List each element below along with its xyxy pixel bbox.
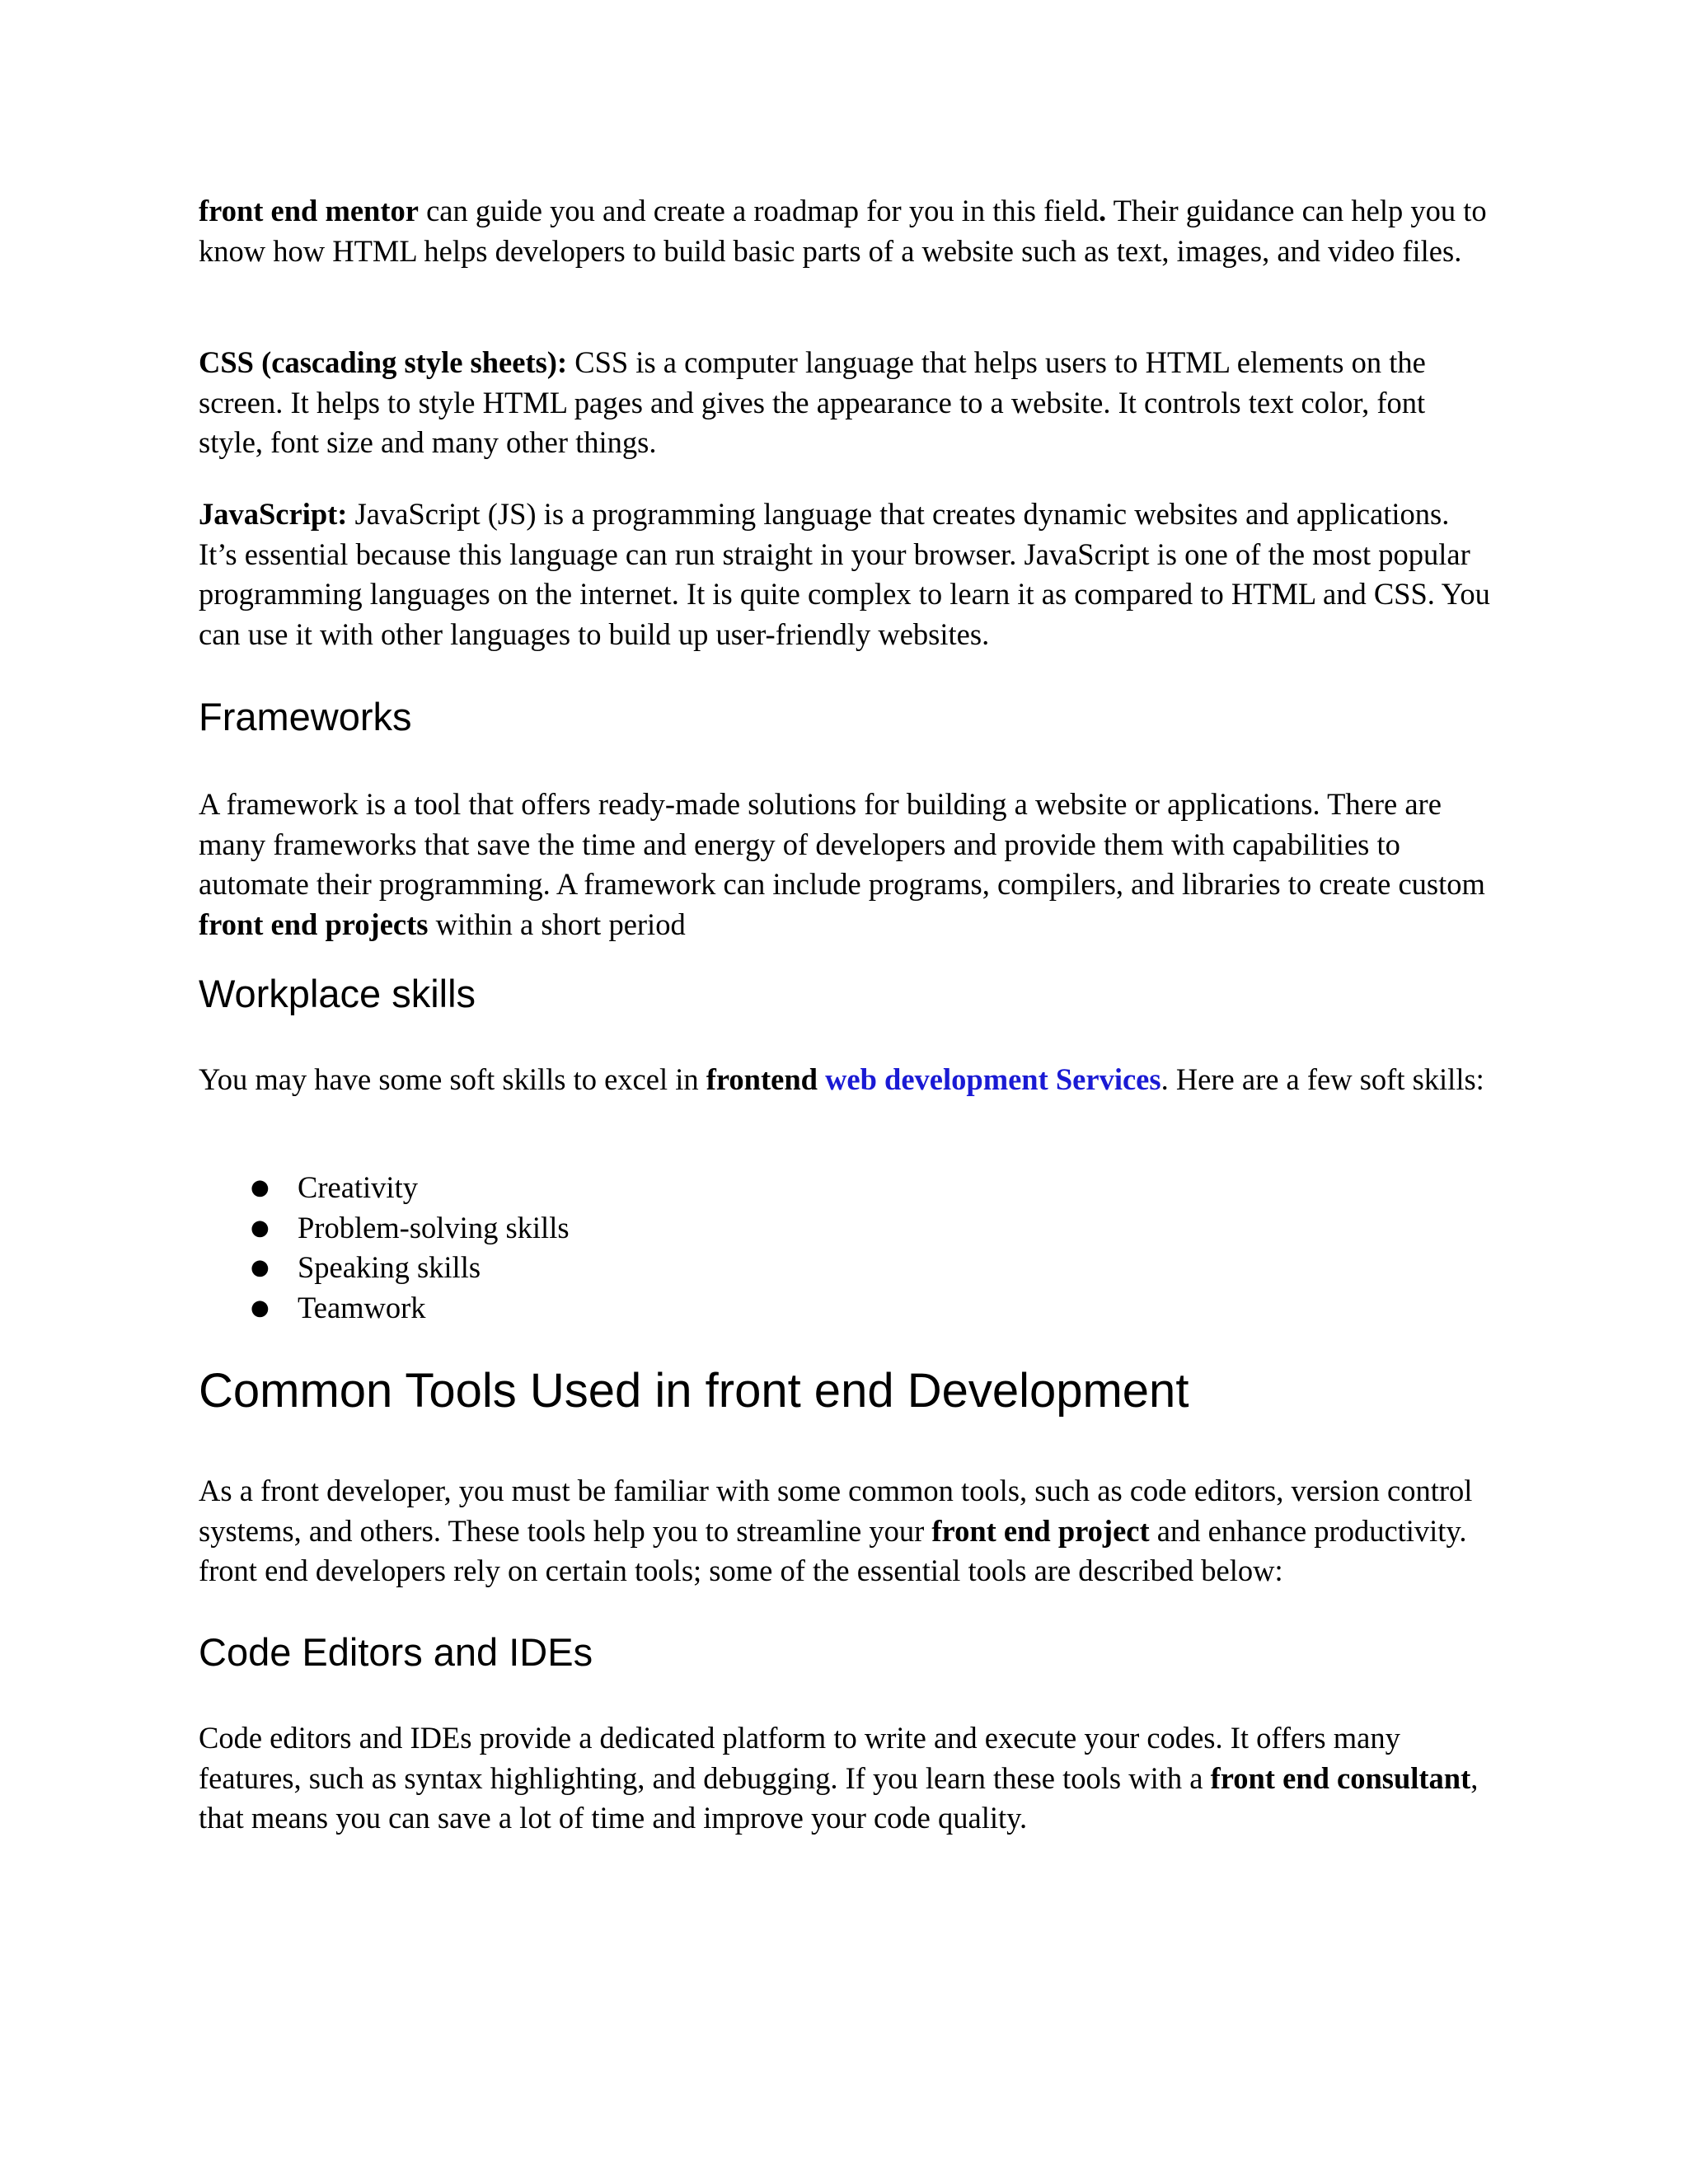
bold-front-end-projects: front end projects (199, 907, 429, 941)
list-item-text: Teamwork (298, 1290, 426, 1324)
heading-workplace-skills: Workplace skills (199, 972, 476, 1015)
soft-skills-list (199, 1168, 1493, 1328)
paragraph-text: and enhance productivity. front end developers rely on certain tools; some of the essential tools are described below: (199, 1513, 1467, 1587)
paragraph-mentor (199, 191, 1493, 271)
link-web-development-services[interactable]: web development Services (825, 1062, 1161, 1096)
term-css: CSS (cascading style sheets): (199, 345, 568, 379)
paragraph-code-editors (199, 1718, 1493, 1839)
paragraph-text: JavaScript (JS) is a programming language that creates dynamic websites and applications. It’s essential because this language can run straight in your browser. JavaScript is one of the most popular programming languages on the internet. It is quite complex to learn it as compared to HTML and CSS. You can use it with other languages to build up user-friendly websites. (199, 497, 1490, 651)
paragraph-tools (199, 1471, 1493, 1591)
paragraph-text: A framework is a tool that offers ready-made solutions for building a website or applications. There are many frameworks that save the time and energy of developers and provide them with capabilities to automate their programming. A framework can include programs, compilers, and libraries to create custom (199, 787, 1485, 901)
bullet-icon: ● (251, 1255, 270, 1280)
list-item (199, 1208, 1493, 1249)
bold-period: . (1098, 194, 1107, 227)
list-item-text: Problem-solving skills (298, 1210, 570, 1244)
list-item (199, 1168, 1493, 1208)
paragraph-text: Their guidance can help you to know how HTML helps developers to build basic parts of a website such as text, images, and video files. (199, 194, 1487, 268)
paragraph-text: within a short period (428, 907, 686, 941)
bold-front-end-consultant: front end consultant (1210, 1760, 1471, 1795)
bullet-icon: ● (251, 1175, 270, 1200)
list-item (199, 1248, 1493, 1288)
heading-code-editors: Code Editors and IDEs (199, 1630, 593, 1674)
paragraph-javascript (199, 494, 1493, 654)
list-item (199, 1288, 1493, 1329)
bold-front-end-mentor: front end mentor (199, 194, 419, 227)
list-item-text: Speaking skills (298, 1250, 481, 1284)
paragraph-text: , that means you can save a lot of time and improve your code quality. (199, 1760, 1479, 1835)
paragraph-text: You may have some soft skills to excel in (199, 1062, 706, 1096)
bullet-icon: ● (251, 1295, 270, 1320)
bullet-icon: ● (251, 1215, 270, 1240)
paragraph-text: As a front developer, you must be familiar with some common tools, such as code editors, version control systems, and others. These tools help you to streamline your (199, 1474, 1473, 1548)
heading-common-tools: Common Tools Used in front end Development (199, 1364, 1189, 1418)
paragraph-css (199, 343, 1493, 463)
paragraph-text: can guide you and create a roadmap for you in this field (418, 194, 1099, 227)
paragraph-text: CSS is a computer language that helps users to HTML elements on the screen. It helps to style HTML pages and gives the appearance to a website. It controls text color, font style, font size and many other things. (199, 345, 1426, 459)
list-item-text: Creativity (298, 1170, 418, 1204)
space (818, 1062, 825, 1096)
paragraph-text: Code editors and IDEs provide a dedicated platform to write and execute your codes. It offers many features, such as syntax highlighting, and debugging. If you learn these tools with a (199, 1721, 1400, 1795)
term-javascript: JavaScript: (199, 497, 348, 531)
paragraph-frameworks (199, 785, 1493, 944)
paragraph-text: . Here are a few soft skills: (1160, 1062, 1484, 1096)
paragraph-workplace (199, 1060, 1493, 1100)
heading-frameworks: Frameworks (199, 695, 412, 738)
bold-frontend: frontend (706, 1062, 818, 1096)
bold-front-end-project: front end project (931, 1513, 1150, 1548)
